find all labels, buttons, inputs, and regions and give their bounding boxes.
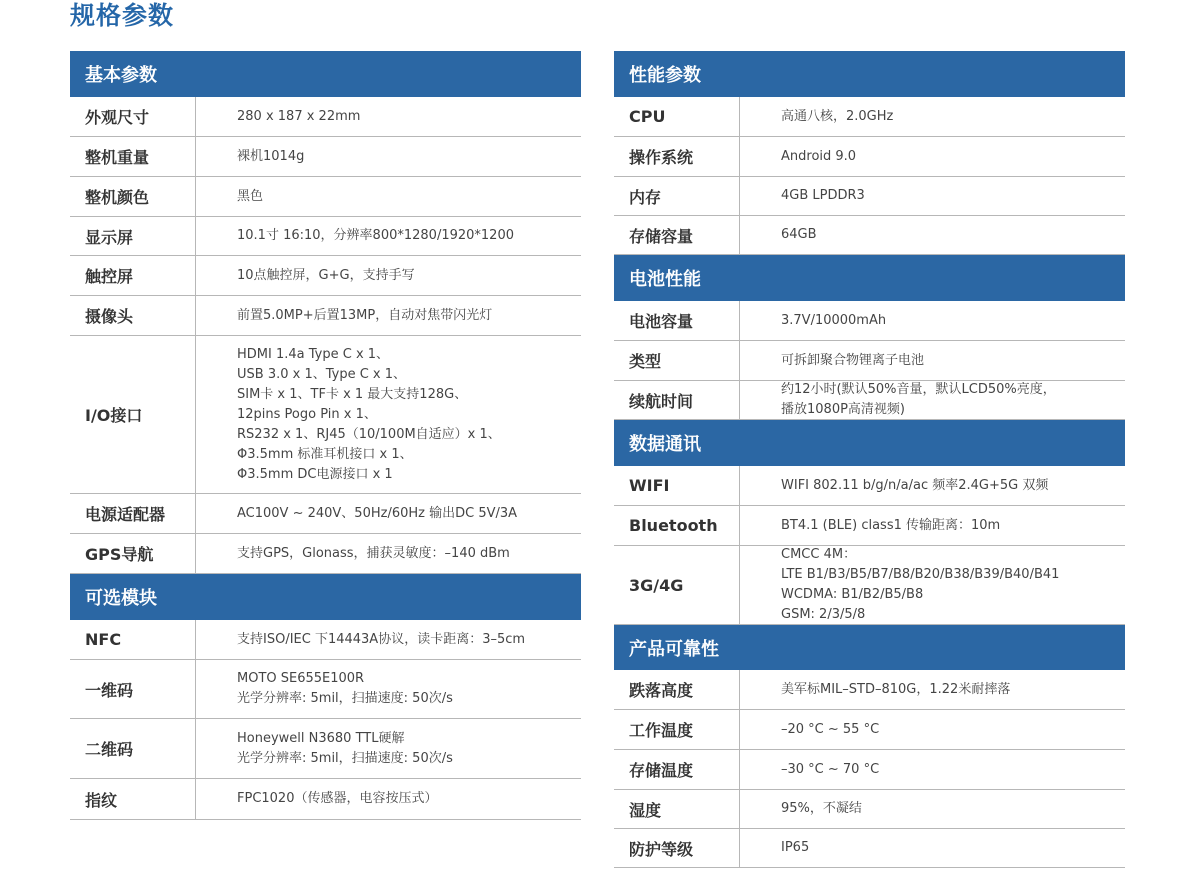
spec-value [740, 546, 1125, 624]
spec-value [740, 97, 1125, 136]
spec-row [614, 341, 1125, 381]
spec-label: I/O接口 [70, 336, 196, 493]
spec-value-line: WCDMA: B1/B2/B5/B8 [781, 587, 924, 602]
spec-value [740, 670, 1125, 709]
spec-label: 外观尺寸 [70, 97, 196, 136]
spec-label: GPS导航 [70, 534, 196, 573]
spec-value-line: 可拆卸聚合物锂离子电池 [781, 352, 925, 368]
section-header: 基本参数 [70, 51, 581, 97]
page-title: 规格参数 [70, 1, 175, 30]
spec-value [196, 534, 581, 573]
spec-value-line: USB 3.0 x 1、Type C x 1、 [237, 366, 407, 382]
spec-label: 防护等级 [614, 829, 740, 867]
spec-row [614, 750, 1125, 790]
spec-value [740, 177, 1125, 215]
spec-column-right [614, 51, 1125, 868]
spec-label: 存储容量 [614, 216, 740, 254]
spec-value [740, 341, 1125, 380]
spec-value-line: 10.1寸 16:10，分辨率800*1280/1920*1200 [237, 228, 514, 243]
spec-value-line: BT4.1 (BLE) class1 传输距离：10m [781, 517, 1001, 533]
spec-value-line: MOTO SE655E100R [237, 671, 365, 686]
spec-label: 一维码 [70, 660, 196, 718]
spec-value-line: IP65 [781, 840, 810, 855]
spec-row [614, 137, 1125, 177]
spec-label: 操作系统 [614, 137, 740, 176]
spec-value [196, 620, 581, 659]
spec-value-line: Φ3.5mm 标准耳机接口 x 1、 [237, 446, 413, 462]
spec-value [740, 137, 1125, 176]
spec-label: 存储温度 [614, 750, 740, 789]
spec-label: 电池容量 [614, 301, 740, 340]
spec-value [196, 177, 581, 216]
spec-value [740, 710, 1125, 749]
spec-label: Bluetooth [614, 506, 740, 545]
spec-row [614, 829, 1125, 868]
spec-value-line: 支持GPS，Glonass，捕获灵敏度：–140 dBm [237, 545, 510, 561]
spec-value [196, 719, 581, 778]
spec-row [614, 670, 1125, 710]
spec-row [70, 620, 581, 660]
spec-row [70, 660, 581, 719]
spec-value-line: Φ3.5mm DC电源接口 x 1 [237, 466, 393, 482]
spec-value [196, 660, 581, 718]
spec-value-line: 光学分辨率: 5mil，扫描速度: 50次/s [237, 691, 453, 706]
spec-row [614, 97, 1125, 137]
spec-value-line: Honeywell N3680 TTL硬解 [237, 730, 405, 746]
spec-column-left [70, 51, 581, 820]
spec-row [614, 710, 1125, 750]
spec-row [614, 216, 1125, 255]
spec-value-line: 280 x 187 x 22mm [237, 108, 361, 124]
spec-value [740, 466, 1125, 505]
spec-label: 类型 [614, 341, 740, 380]
spec-label: 电源适配器 [70, 494, 196, 533]
spec-row [614, 506, 1125, 546]
spec-value-line: 95%，不凝结 [781, 801, 862, 816]
spec-row [70, 137, 581, 177]
spec-label: 触控屏 [70, 256, 196, 295]
spec-row [70, 494, 581, 534]
spec-value-line: 约12小时(默认50%音量，默认LCD50%亮度， [781, 382, 1056, 397]
spec-value-line: 10点触控屏，G+G，支持手写 [237, 267, 415, 283]
spec-value [740, 381, 1125, 419]
spec-value [196, 256, 581, 295]
spec-row [614, 301, 1125, 341]
spec-value-line: 光学分辨率: 5mil，扫描速度: 50次/s [237, 750, 453, 766]
section-header: 可选模块 [70, 574, 581, 620]
spec-row [614, 381, 1125, 420]
spec-label: 显示屏 [70, 217, 196, 255]
section-header: 数据通讯 [614, 420, 1125, 466]
spec-label: NFC [70, 620, 196, 659]
spec-value-line: 3.7V/10000mAh [781, 312, 887, 328]
spec-value [740, 506, 1125, 545]
spec-value-line: CMCC 4M： [781, 547, 857, 562]
spec-value-line: –30 °C ~ 70 °C [781, 761, 880, 777]
spec-value-line: 支持ISO/IEC 下14443A协议，读卡距离：3–5cm [237, 631, 526, 647]
spec-row [70, 296, 581, 336]
spec-value [740, 750, 1125, 789]
spec-value-line: 12pins Pogo Pin x 1、 [237, 406, 377, 422]
spec-value [196, 779, 581, 819]
spec-row [614, 790, 1125, 829]
spec-value [196, 217, 581, 255]
spec-value [740, 790, 1125, 828]
spec-value-line: GSM: 2/3/5/8 [781, 607, 866, 622]
spec-label: 整机颜色 [70, 177, 196, 216]
spec-row [70, 256, 581, 296]
spec-row [70, 97, 581, 137]
spec-value-line: Android 9.0 [781, 148, 857, 164]
spec-value-line: AC100V ~ 240V、50Hz/60Hz 输出DC 5V/3A [237, 505, 518, 521]
spec-value [196, 296, 581, 335]
spec-row [614, 466, 1125, 506]
spec-value [740, 216, 1125, 254]
spec-label: 内存 [614, 177, 740, 215]
spec-value-line: LTE B1/B3/B5/B7/B8/B20/B38/B39/B40/B41 [781, 567, 1060, 582]
spec-row [70, 534, 581, 574]
spec-label: 湿度 [614, 790, 740, 828]
spec-value-line: 前置5.0MP+后置13MP，自动对焦带闪光灯 [237, 307, 493, 323]
spec-value-line: SIM卡 x 1、TF卡 x 1 最大支持128G、 [237, 386, 468, 402]
spec-value-line: FPC1020（传感器，电容按压式） [237, 791, 438, 806]
spec-label: 续航时间 [614, 381, 740, 419]
spec-row [70, 336, 581, 494]
spec-value [196, 336, 581, 493]
spec-row [70, 779, 581, 820]
spec-label: 摄像头 [70, 296, 196, 335]
spec-row [70, 177, 581, 217]
spec-value-line: HDMI 1.4a Type C x 1、 [237, 346, 390, 362]
spec-label: CPU [614, 97, 740, 136]
spec-value-line: 高通八核，2.0GHz [781, 108, 894, 124]
spec-label: 整机重量 [70, 137, 196, 176]
spec-value [740, 301, 1125, 340]
spec-value-line: 黑色 [237, 188, 264, 204]
spec-label: WIFI [614, 466, 740, 505]
spec-row [70, 217, 581, 256]
spec-value [196, 97, 581, 136]
spec-value-line: WIFI 802.11 b/g/n/a/ac 频率2.4G+5G 双频 [781, 477, 1049, 493]
spec-label: 二维码 [70, 719, 196, 778]
spec-value [196, 494, 581, 533]
spec-value-line: 美军标MIL–STD–810G，1.22米耐摔落 [781, 681, 1011, 697]
spec-row [614, 177, 1125, 216]
spec-value [740, 829, 1125, 867]
spec-value-line: 播放1080P高清视频) [781, 402, 905, 417]
section-header: 电池性能 [614, 255, 1125, 301]
spec-row [70, 719, 581, 779]
spec-value-line: 64GB [781, 227, 817, 242]
spec-value-line: –20 °C ~ 55 °C [781, 721, 880, 737]
section-header: 性能参数 [614, 51, 1125, 97]
spec-value [196, 137, 581, 176]
spec-value-line: 裸机1014g [237, 148, 305, 164]
spec-value-line: RS232 x 1、RJ45（10/100M自适应）x 1、 [237, 426, 501, 442]
spec-row [614, 546, 1125, 625]
spec-label: 3G/4G [614, 546, 740, 624]
spec-label: 跌落高度 [614, 670, 740, 709]
spec-value-line: 4GB LPDDR3 [781, 188, 865, 203]
section-header: 产品可靠性 [614, 625, 1125, 670]
spec-label: 工作温度 [614, 710, 740, 749]
spec-label: 指纹 [70, 779, 196, 819]
